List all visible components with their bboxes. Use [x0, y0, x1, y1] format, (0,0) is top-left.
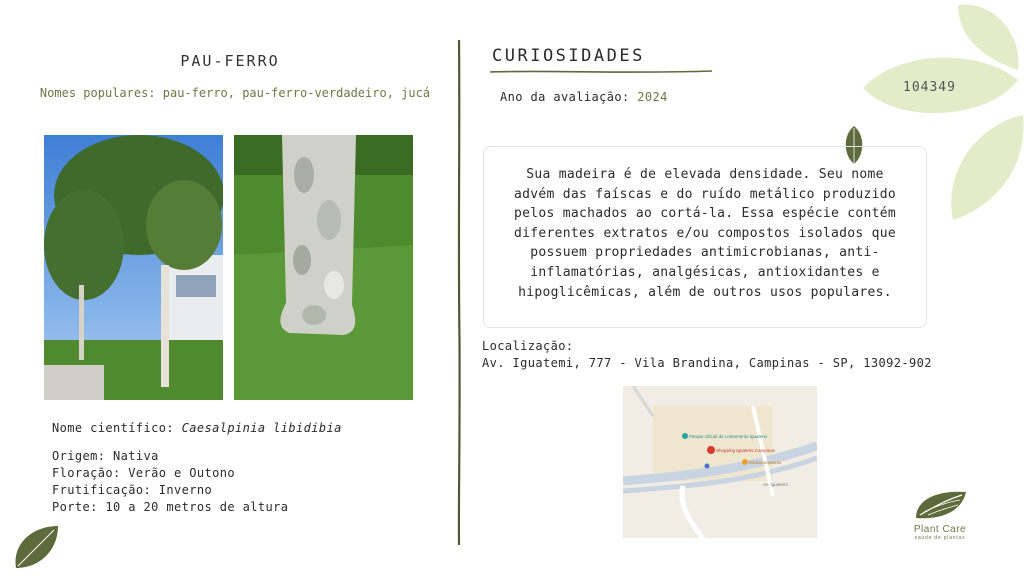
map-pin-icon[interactable] — [707, 446, 715, 454]
tree-photo — [44, 135, 223, 400]
record-code: 104349 — [903, 80, 956, 95]
curiosities-card — [483, 146, 927, 328]
leaf-icon-bottom-left — [12, 524, 60, 570]
scientific-name-label: Nome científico: — [52, 421, 174, 435]
evaluation-year-row — [500, 90, 668, 104]
curiosities-text: Sua madeira é de elevada densidade. Seu nome advém das faíscas e do ruído metálico produzido pelos machados ao cortá-la. Essa espécie contém diferentes extratos e/ou compostos isolados que possuem propriedades antimicrobianas, anti-inflamatórias, analgésicas, antioxidantes e hipoglicêmicas, além de outros usos populares. — [514, 167, 896, 300]
fact-origin: Origem: Nativa — [52, 449, 159, 463]
location-label: Localização: — [482, 339, 574, 353]
map-label-poi-3: Estacionamento — [749, 460, 782, 465]
map-poi-icon[interactable] — [742, 459, 748, 465]
popular-names: Nomes populares: pau-ferro, pau-ferro-verdadeiro, jucá — [39, 86, 431, 100]
plant-facts — [52, 448, 288, 516]
trunk-photo — [234, 135, 413, 400]
map-poi-icon[interactable] — [705, 464, 710, 469]
fact-size: Porte: 10 a 20 metros de altura — [52, 500, 289, 514]
map-poi-icon[interactable] — [682, 433, 688, 439]
leaf-shape — [951, 115, 1023, 220]
scientific-name: Caesalpinia libidibia — [181, 421, 342, 435]
fact-flowering: Floração: Verão e Outono — [52, 466, 235, 480]
map-label-poi-2: Shopping Iguatemi Campinas — [716, 448, 776, 453]
location-address: Av. Iguatemi, 777 - Vila Brandina, Campinas - SP, 13092-902 — [482, 356, 932, 370]
fact-fruiting: Frutificação: Inverno — [52, 483, 213, 497]
location-map[interactable] — [623, 386, 817, 538]
map-label-street: Av. Iguatemi — [763, 482, 788, 487]
brand-leaf-icon — [912, 488, 968, 520]
heading-underline — [490, 68, 715, 76]
scientific-name-row — [52, 421, 342, 435]
plant-title: PAU-FERRO — [180, 52, 280, 70]
brand-logo — [900, 488, 980, 541]
evaluation-year-label: Ano da avaliação: — [500, 90, 630, 104]
evaluation-year-value: 2024 — [637, 90, 668, 104]
brand-tagline: saúde de plantas — [914, 535, 966, 541]
brand-name: Plant Care — [913, 524, 967, 535]
vertical-divider — [455, 40, 463, 545]
map-label-poi-1: Parque Oficial do Loteamento Iguatemi — [689, 434, 768, 439]
curiosities-heading: CURIOSIDADES — [492, 46, 645, 66]
